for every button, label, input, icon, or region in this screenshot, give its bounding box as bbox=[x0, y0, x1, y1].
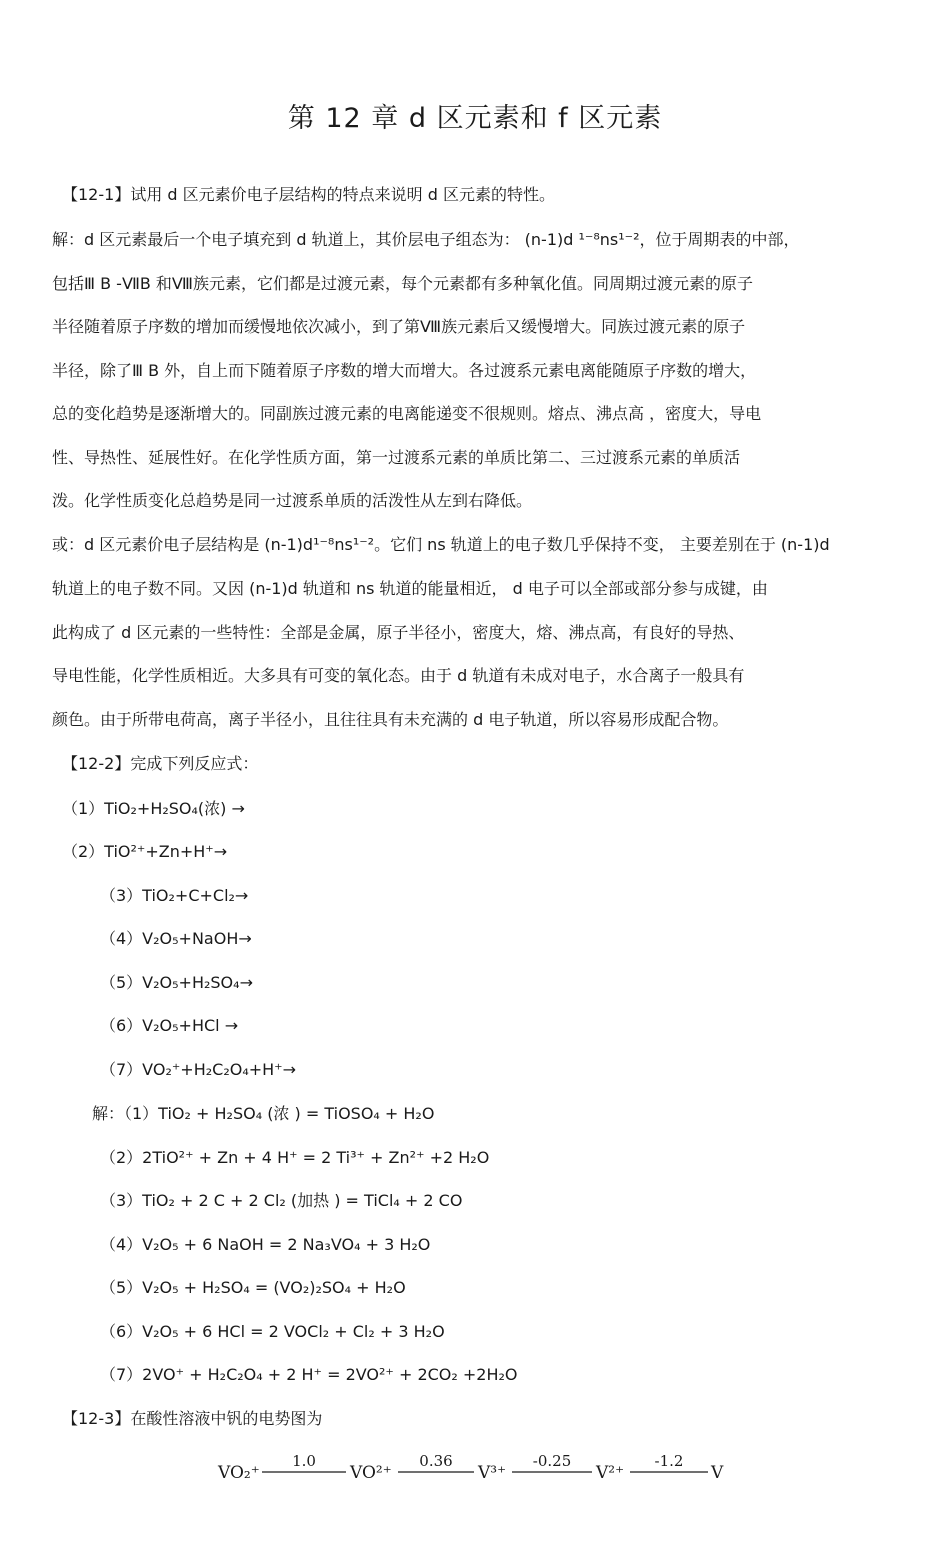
solution-4: （4）V₂O₅ + 6 NaOH = 2 Na₃VO₄ + 3 H₂O bbox=[100, 1235, 431, 1254]
answer-12-1-line-7: 泼。化学性质变化总趋势是同一过渡系单质的活泼性从左到右降低。 bbox=[52, 491, 533, 510]
solution-1: 解：（1）TiO₂ + H₂SO₄ (浓 ) = TiOSO₄ + H₂O bbox=[92, 1104, 435, 1123]
species-vo-2plus: VO²⁺ bbox=[350, 1463, 392, 1483]
reaction-3: （3）TiO₂+C+Cl₂→ bbox=[100, 886, 249, 905]
solution-7: （7）2VO⁺ + H₂C₂O₄ + 2 H⁺ = 2VO²⁺ + 2CO₂ +2H₂O bbox=[100, 1365, 518, 1384]
answer-12-1-line-5: 总的变化趋势是逐渐增大的。同副族过渡元素的电离能递变不很规则。熔点、沸点高 ，密度大，导电 bbox=[52, 404, 762, 423]
answer-12-1-line-1: 解：d 区元素最后一个电子填充到 d 轨道上，其价层电子组态为： (n-1)d ¹⁻⁸ns¹⁻²，位于周期表的中部， bbox=[52, 230, 800, 249]
answer-12-1-line-4: 半径，除了Ⅲ B 外，自上而下随着原子序数的增大而增大。各过渡系元素电离能随原子序数的增大， bbox=[52, 361, 757, 380]
potential-4: -1.2 bbox=[654, 1452, 684, 1470]
species-v: V bbox=[711, 1463, 724, 1483]
question-12-1: 【12-1】试用 d 区元素价电子层结构的特点来说明 d 区元素的特性。 bbox=[62, 185, 555, 204]
page-title: 第 12 章 d 区元素和 f 区元素 bbox=[287, 103, 663, 134]
answer-12-1-line-2: 包括Ⅲ B -ⅦB 和Ⅷ族元素，它们都是过渡元素，每个元素都有多种氧化值。同周期过渡元素的原子 bbox=[52, 274, 754, 293]
species-vo2-plus: VO₂⁺ bbox=[218, 1463, 260, 1483]
reaction-6: （6）V₂O₅+HCl → bbox=[100, 1016, 239, 1035]
answer-12-1-line-11: 导电性能，化学性质相近。大多具有可变的氧化态。由于 d 轨道有未成对电子，水合离子一般具有 bbox=[52, 666, 745, 685]
potential-1: 1.0 bbox=[292, 1452, 316, 1470]
reaction-4: （4）V₂O₅+NaOH→ bbox=[100, 929, 252, 948]
answer-12-1-line-8: 或：d 区元素价电子层结构是 (n-1)d¹⁻⁸ns¹⁻²。它们 ns 轨道上的电子数几乎保持不变， 主要差别在于 (n-1)d bbox=[52, 535, 830, 554]
answer-12-1-line-3: 半径随着原子序数的增加而缓慢地依次减小，到了第Ⅷ族元素后又缓慢增大。同族过渡元素的原子 bbox=[52, 317, 746, 336]
solution-6: （6）V₂O₅ + 6 HCl = 2 VOCl₂ + Cl₂ + 3 H₂O bbox=[100, 1322, 445, 1341]
reaction-2: （2）TiO²⁺+Zn+H⁺→ bbox=[62, 842, 228, 861]
species-v3plus: V³⁺ bbox=[478, 1463, 507, 1483]
solution-2: （2）2TiO²⁺ + Zn + 4 H⁺ = 2 Ti³⁺ + Zn²⁺ +2 H₂O bbox=[100, 1148, 490, 1167]
solution-5: （5）V₂O₅ + H₂SO₄ = (VO₂)₂SO₄ + H₂O bbox=[100, 1278, 406, 1297]
answer-12-1-line-6: 性、导热性、延展性好。在化学性质方面，第一过渡系元素的单质比第二、三过渡系元素的单质活 bbox=[52, 448, 741, 467]
species-v2plus: V²⁺ bbox=[596, 1463, 625, 1483]
potential-3: -0.25 bbox=[532, 1452, 572, 1470]
reaction-1: （1）TiO₂+H₂SO₄(浓) → bbox=[62, 799, 245, 818]
vanadium-potential-diagram bbox=[200, 1448, 760, 1492]
potential-2: 0.36 bbox=[419, 1452, 453, 1470]
reaction-5: （5）V₂O₅+H₂SO₄→ bbox=[100, 973, 253, 992]
reaction-7: （7）VO₂⁺+H₂C₂O₄+H⁺→ bbox=[100, 1060, 297, 1079]
solution-3: （3）TiO₂ + 2 C + 2 Cl₂ (加热 ) = TiCl₄ + 2 CO bbox=[100, 1191, 463, 1210]
question-12-3: 【12-3】在酸性溶液中钒的电势图为 bbox=[62, 1409, 323, 1428]
question-12-2: 【12-2】完成下列反应式： bbox=[62, 754, 259, 773]
answer-12-1-line-12: 颜色。由于所带电荷高，离子半径小，且往往具有未充满的 d 电子轨道，所以容易形成配合物。 bbox=[52, 710, 729, 729]
answer-12-1-line-9: 轨道上的电子数不同。又因 (n-1)d 轨道和 ns 轨道的能量相近， d 电子可以全部或部分参与成键，由 bbox=[52, 579, 768, 598]
answer-12-1-line-10: 此构成了 d 区元素的一些特性：全部是金属，原子半径小，密度大，熔、沸点高，有良好的导热、 bbox=[52, 623, 745, 642]
